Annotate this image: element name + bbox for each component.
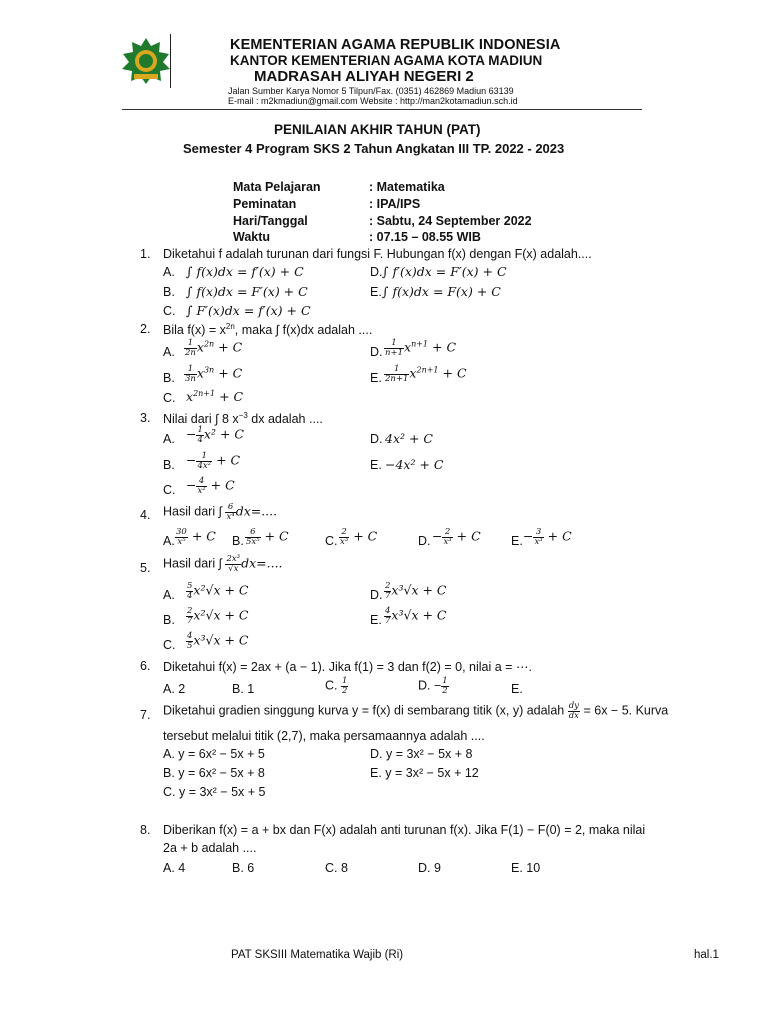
header-rule	[122, 109, 642, 110]
fraction: $\frac{2}{7}$	[187, 606, 193, 626]
info-value-date: : Sabtu, 24 September 2022	[369, 214, 532, 228]
option-label: D.	[370, 265, 383, 279]
q2-text-pre: Bila f(x) = x	[163, 323, 226, 338]
fraction: $\frac{1}{2n}$	[185, 338, 196, 358]
option-label: B.	[163, 458, 175, 472]
info-value-time: : 07.15 – 08.55 WIB	[369, 230, 481, 244]
fraction: $\frac{5}{4}$	[187, 581, 193, 601]
school-address: Jalan Sumber Karya Nomor 5 Tilpun/Fax. (0351) 462869 Madiun 63139	[228, 86, 514, 96]
question-5-text: Hasil dari ∫ $\frac{\text{2x³}}{√x}$ dx=....	[163, 554, 283, 574]
fraction: $\frac{1}{2n+1}$	[385, 364, 409, 384]
q2-sup: 2n	[225, 322, 235, 331]
fraction: $\frac{1}{n+1}$	[385, 338, 404, 358]
option-label: E.	[370, 458, 382, 472]
option-label: C.	[163, 391, 176, 405]
q7-option-b: B. y = 6x² − 5x + 8	[163, 766, 265, 780]
q2-text-post: , maka ∫ f(x)dx adalah ....	[234, 323, 373, 338]
fraction: $\frac{1}{2}$	[341, 676, 348, 696]
q2-option-e: $\frac{1}{2n+1}$ $x^{2n+1} + C$	[385, 364, 467, 384]
option-label: B.	[163, 285, 175, 299]
question-number: 5.	[140, 561, 151, 575]
fraction: $\frac{30}{\text{x⁵}}$	[176, 527, 187, 547]
q8-option-c: C. 8	[325, 861, 348, 875]
question-number: 8.	[140, 823, 151, 837]
question-3-text: Nilai dari ∫ 8 $x^{-3}$ dx adalah ....	[163, 411, 323, 427]
option-label: A.	[163, 534, 175, 548]
info-label-major: Peminatan	[233, 197, 297, 211]
fraction: $\frac{6}{\text{5x⁵}}$	[246, 527, 260, 547]
info-value-subject: : Matematika	[369, 180, 445, 194]
q8-option-b: B. 6	[232, 861, 255, 875]
q4-option-e: − $\frac{3}{\text{x³}}$ + C	[523, 527, 572, 547]
fraction: $\frac{\text{2x³}}{√x}$	[226, 554, 241, 574]
fraction: $\frac{3}{\text{x³}}$	[534, 527, 543, 547]
q5-option-b: $\frac{2}{7}$ x²√x + C	[187, 606, 249, 626]
q4-option-c: $\frac{2}{\text{x³}}$ + C	[340, 527, 378, 547]
option-label: A.	[163, 265, 175, 279]
q6-option-c: C. $\frac{1}{2}$	[325, 676, 348, 696]
option-label: C.	[325, 534, 338, 548]
q2-option-a: $\frac{1}{2n}$ $x^{2n} + C$	[185, 338, 243, 358]
page-number: hal.1	[694, 949, 719, 961]
q7-option-a: A. y = 6x² − 5x + 5	[163, 747, 265, 761]
q3-option-b: − $\frac{1}{\text{4x²}}$ + C	[186, 451, 241, 471]
option-label: B.	[232, 534, 244, 548]
option-label: D.	[370, 588, 383, 602]
fraction: $\frac{dy}{dx}$	[568, 701, 579, 721]
question-4-text: Hasil dari ∫ $\frac{6}{\text{x⁴}}$ dx=....	[163, 502, 278, 522]
question-number: 6.	[140, 659, 151, 673]
option-label: A.	[163, 432, 175, 446]
info-label-subject: Mata Pelajaran	[233, 180, 321, 194]
question-7-text: Diketahui gradien singgung kurva y = f(x) di sembarang titik (x, y) adalah $\frac{dy}{dx}$ = 6x − 5. Kurva	[163, 701, 669, 721]
question-number: 7.	[140, 708, 151, 722]
q7-option-d: D. y = 3x² − 5x + 8	[370, 747, 473, 761]
q2-option-c: $x^{2n+1} + C$	[186, 389, 244, 405]
question-2-text	[163, 322, 372, 337]
q5-option-d: $\frac{2}{7}$ x³√x + C	[385, 581, 447, 601]
q3-option-a: − $\frac{1}{4}$ x² + C	[186, 425, 244, 445]
fraction: $\frac{2}{7}$	[385, 581, 391, 601]
q5-option-e: $\frac{4}{7}$ x³√x + C	[385, 606, 447, 626]
option-label: E.	[370, 613, 382, 627]
q6-option-a: A. 2	[163, 682, 186, 696]
q6-option-e: E.	[511, 682, 523, 696]
q6-option-d: D. − $\frac{1}{2}$	[418, 676, 448, 696]
option-label: E.	[511, 534, 523, 548]
header-divider	[170, 34, 171, 88]
q1-option-d: ∫ f′(x)dx = F′(x) + C	[382, 264, 507, 279]
ministry-logo	[118, 36, 174, 86]
option-label: A.	[163, 345, 175, 359]
question-6-text: Diketahui f(x) = 2ax + (a − 1). Jika f(1) = 3 dan f(2) = 0, nilai a = ⋯.	[163, 660, 532, 674]
option-label: B.	[163, 371, 175, 385]
fraction: $\frac{1}{2}$	[442, 676, 448, 696]
question-1-text: Diketahui f adalah turunan dari fungsi F. Hubungan f(x) dengan F(x) adalah....	[163, 247, 592, 261]
info-value-major: : IPA/IPS	[369, 197, 421, 211]
question-number: 2.	[140, 322, 151, 336]
question-8-text-line2: 2a + b adalah ....	[163, 841, 257, 855]
fraction: $\frac{4}{\text{x²}}$	[197, 476, 206, 496]
exam-subtitle: Semester 4 Program SKS 2 Tahun Angkatan III TP. 2022 - 2023	[183, 141, 565, 156]
question-number: 1.	[140, 247, 151, 261]
q3-option-e: −4x² + C	[385, 457, 444, 472]
question-8-text: Diberikan f(x) = a + bx dan F(x) adalah anti turunan f(x). Jika F(1) − F(0) = 2, maka nilai	[163, 823, 646, 837]
ministry-name: KEMENTERIAN AGAMA REPUBLIK INDONESIA	[230, 37, 561, 53]
fraction: $\frac{2}{\text{x³}}$	[443, 527, 452, 547]
q4-option-a: $\frac{30}{\text{x⁵}}$ + C	[176, 527, 216, 547]
footer-title: PAT SKSIII Matematika Wajib (Ri)	[231, 949, 404, 961]
fraction: $\frac{1}{\text{4x²}}$	[197, 451, 212, 471]
question-number: 4.	[140, 508, 151, 522]
q1-option-a: ∫ f(x)dx = f′(x) + C	[186, 264, 304, 279]
q1-option-c: ∫ F′(x)dx = f′(x) + C	[186, 303, 311, 318]
q4-option-d: − $\frac{2}{\text{x³}}$ + C	[432, 527, 481, 547]
fraction: $\frac{6}{\text{x⁴}}$	[226, 502, 235, 522]
fraction: $\frac{2}{\text{x³}}$	[340, 527, 349, 547]
q4-option-b: $\frac{6}{\text{5x⁵}}$ + C	[246, 527, 289, 547]
info-label-time: Waktu	[233, 230, 271, 244]
q8-option-e: E. 10	[511, 861, 541, 875]
q7-option-c: C. y = 3x² − 5x + 5	[163, 785, 266, 799]
fraction: $\frac{4}{5}$	[187, 631, 193, 651]
option-label: D.	[370, 432, 383, 446]
q8-option-a: A. 4	[163, 861, 186, 875]
q3-option-d: 4x² + C	[385, 431, 433, 446]
q8-option-d: D. 9	[418, 861, 441, 875]
q5-option-a: $\frac{5}{4}$ x²√x + C	[187, 581, 249, 601]
option-label: C.	[163, 638, 176, 652]
q3-option-c: − $\frac{4}{\text{x²}}$ + C	[186, 476, 235, 496]
option-label: D.	[370, 345, 383, 359]
q5-option-c: $\frac{4}{5}$ x³√x + C	[187, 631, 249, 651]
fraction: $\frac{4}{7}$	[385, 606, 391, 626]
option-label: A.	[163, 588, 175, 602]
question-7-text-line2: tersebut melalui titik (2,7), maka persamaannya adalah ....	[163, 729, 485, 743]
option-label: C.	[163, 483, 176, 497]
q7-option-e: E. y = 3x² − 5x + 12	[370, 766, 479, 780]
option-label: C.	[163, 304, 176, 318]
school-contact: E-mail : m2kmadiun@gmail.com Website : http://man2kotamadiun.sch.id	[228, 96, 518, 106]
q1-option-b: ∫ f(x)dx = F′(x) + C	[186, 284, 308, 299]
option-label: D.	[418, 534, 431, 548]
q6-option-b: B. 1	[232, 682, 255, 696]
exam-title: PENILAIAN AKHIR TAHUN (PAT)	[274, 122, 481, 137]
option-label: E.	[370, 285, 382, 299]
option-label: B.	[163, 613, 175, 627]
info-label-date: Hari/Tanggal	[233, 214, 308, 228]
fraction: $\frac{1}{3n}$	[185, 364, 196, 384]
office-name: KANTOR KEMENTERIAN AGAMA KOTA MADIUN	[230, 53, 543, 68]
q1-option-e: ∫ f(x)dx = F(x) + C	[382, 284, 501, 299]
fraction: $\frac{1}{4}$	[197, 425, 203, 445]
option-label: E.	[370, 371, 382, 385]
q2-option-b: $\frac{1}{3n}$ $x^{3n} + C$	[185, 364, 243, 384]
school-name: MADRASAH ALIYAH NEGERI 2	[254, 68, 474, 85]
q2-option-d: $\frac{1}{n+1}$ $x^{n+1} + C$	[385, 338, 457, 358]
question-number: 3.	[140, 411, 151, 425]
